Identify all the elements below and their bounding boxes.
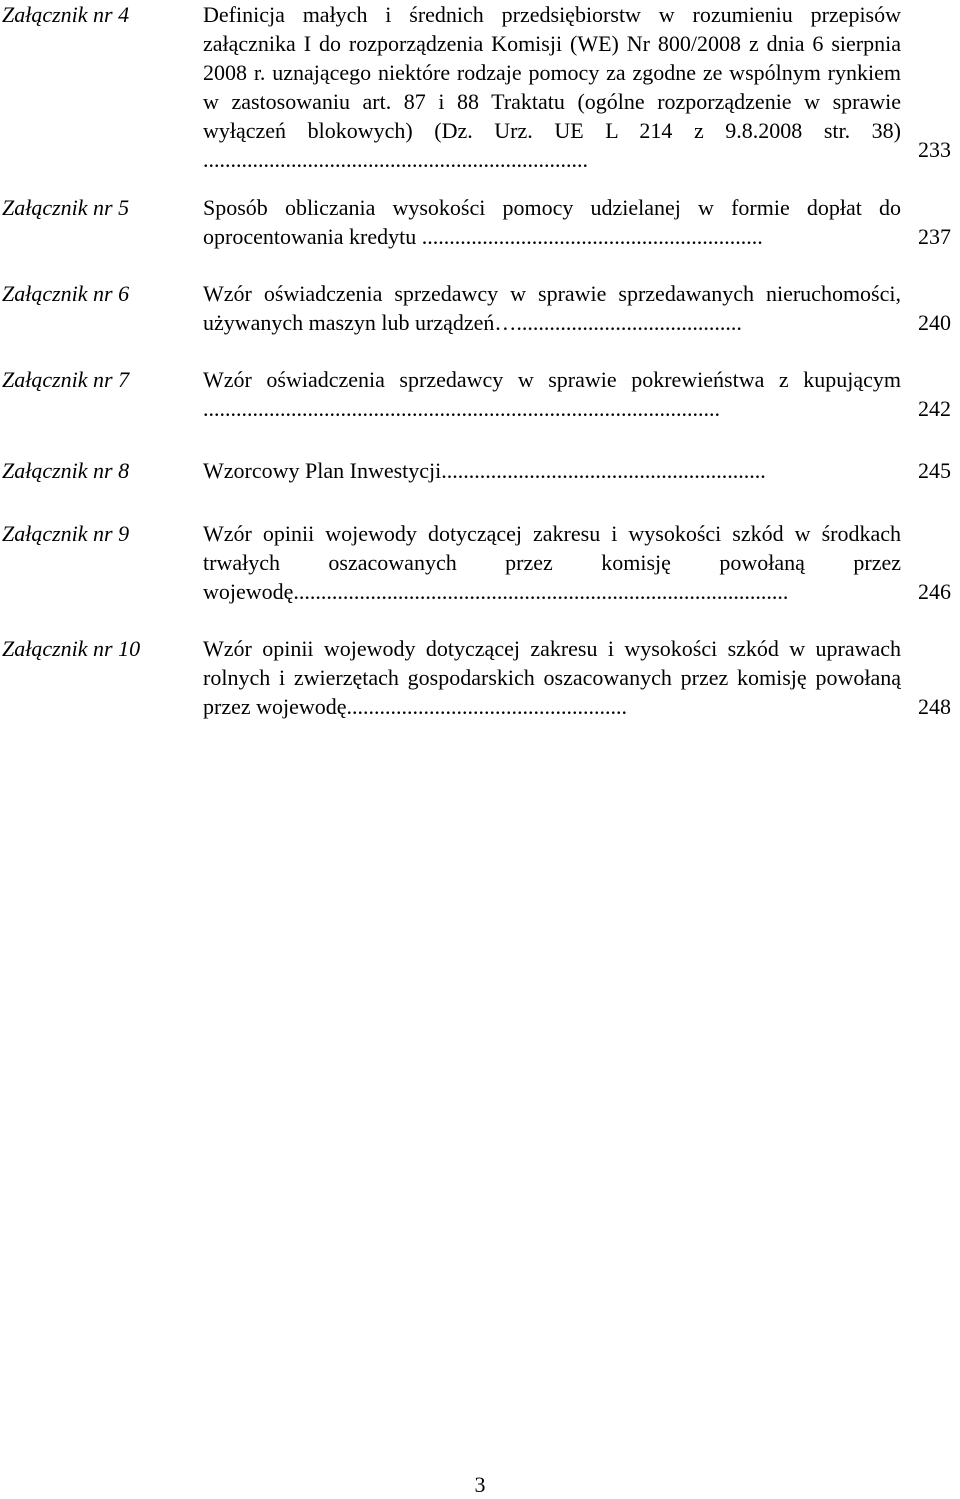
entry-label: Załącznik nr 5	[2, 195, 130, 220]
toc-entry-zalacznik-6	[0, 279, 960, 337]
toc-entry-zalacznik-5	[0, 193, 960, 251]
toc-entry-zalacznik-4	[0, 0, 960, 174]
entry-page-number: 242	[918, 396, 951, 421]
entry-page-number: 240	[918, 310, 951, 335]
entry-title: Definicja małych i średnich przedsiębiorstw w rozumieniu przepisów załącznika I do rozporządzenia Komisji (WE) Nr 800/2008 z dnia 6 sierpnia 2008 r. uznającego niektóre rodzaje pomocy za zgodne ze wspólnym rynkiem w zastosowaniu art. 87 i 88 Traktatu (ogólne rozporządzenie w sprawie wyłączeń blokowych) (Dz. Urz. UE L 214 z 9.8.2008 str. 38) ......................................................................	[203, 2, 901, 172]
entry-label: Załącznik nr 7	[2, 367, 130, 392]
entry-title: Wzór oświadczenia sprzedawcy w sprawie sprzedawanych nieruchomości, używanych maszyn lub urządzeń….........................................	[203, 281, 901, 335]
entry-title: Wzór opinii wojewody dotyczącej zakresu i wysokości szkód w uprawach rolnych i zwierzętach gospodarskich oszacowanych przez komisję powołaną przez wojewodę...................................................	[203, 636, 901, 719]
toc-entry-zalacznik-10	[0, 634, 960, 721]
entry-title: Wzorcowy Plan Inwestycji...........................................................	[203, 458, 766, 483]
entry-page-number: 233	[918, 137, 951, 162]
toc-entry-zalacznik-9	[0, 519, 960, 606]
entry-title: Sposób obliczania wysokości pomocy udzielanej w formie dopłat do oprocentowania kredytu ..............................................................	[203, 195, 901, 249]
entry-page-number: 246	[918, 579, 951, 604]
entry-label: Załącznik nr 8	[2, 458, 130, 483]
entry-page-number: 237	[918, 224, 951, 249]
page-number: 3	[474, 1472, 486, 1497]
entry-title: Wzór opinii wojewody dotyczącej zakresu i wysokości szkód w środkach trwałych oszacowanych przez komisję powołaną przez wojewodę..........................................................................................	[203, 521, 901, 604]
entry-label: Załącznik nr 10	[2, 636, 141, 661]
entry-label: Załącznik nr 6	[2, 281, 130, 306]
entry-label: Załącznik nr 4	[2, 2, 130, 27]
toc-entry-zalacznik-7	[0, 365, 960, 423]
entry-title: Wzór oświadczenia sprzedawcy w sprawie pokrewieństwa z kupującym ..............................................................................................	[203, 367, 901, 421]
toc-entry-zalacznik-8	[0, 456, 960, 485]
entry-page-number: 248	[918, 694, 951, 719]
entry-label: Załącznik nr 9	[2, 521, 130, 546]
entry-page-number: 245	[918, 458, 951, 483]
